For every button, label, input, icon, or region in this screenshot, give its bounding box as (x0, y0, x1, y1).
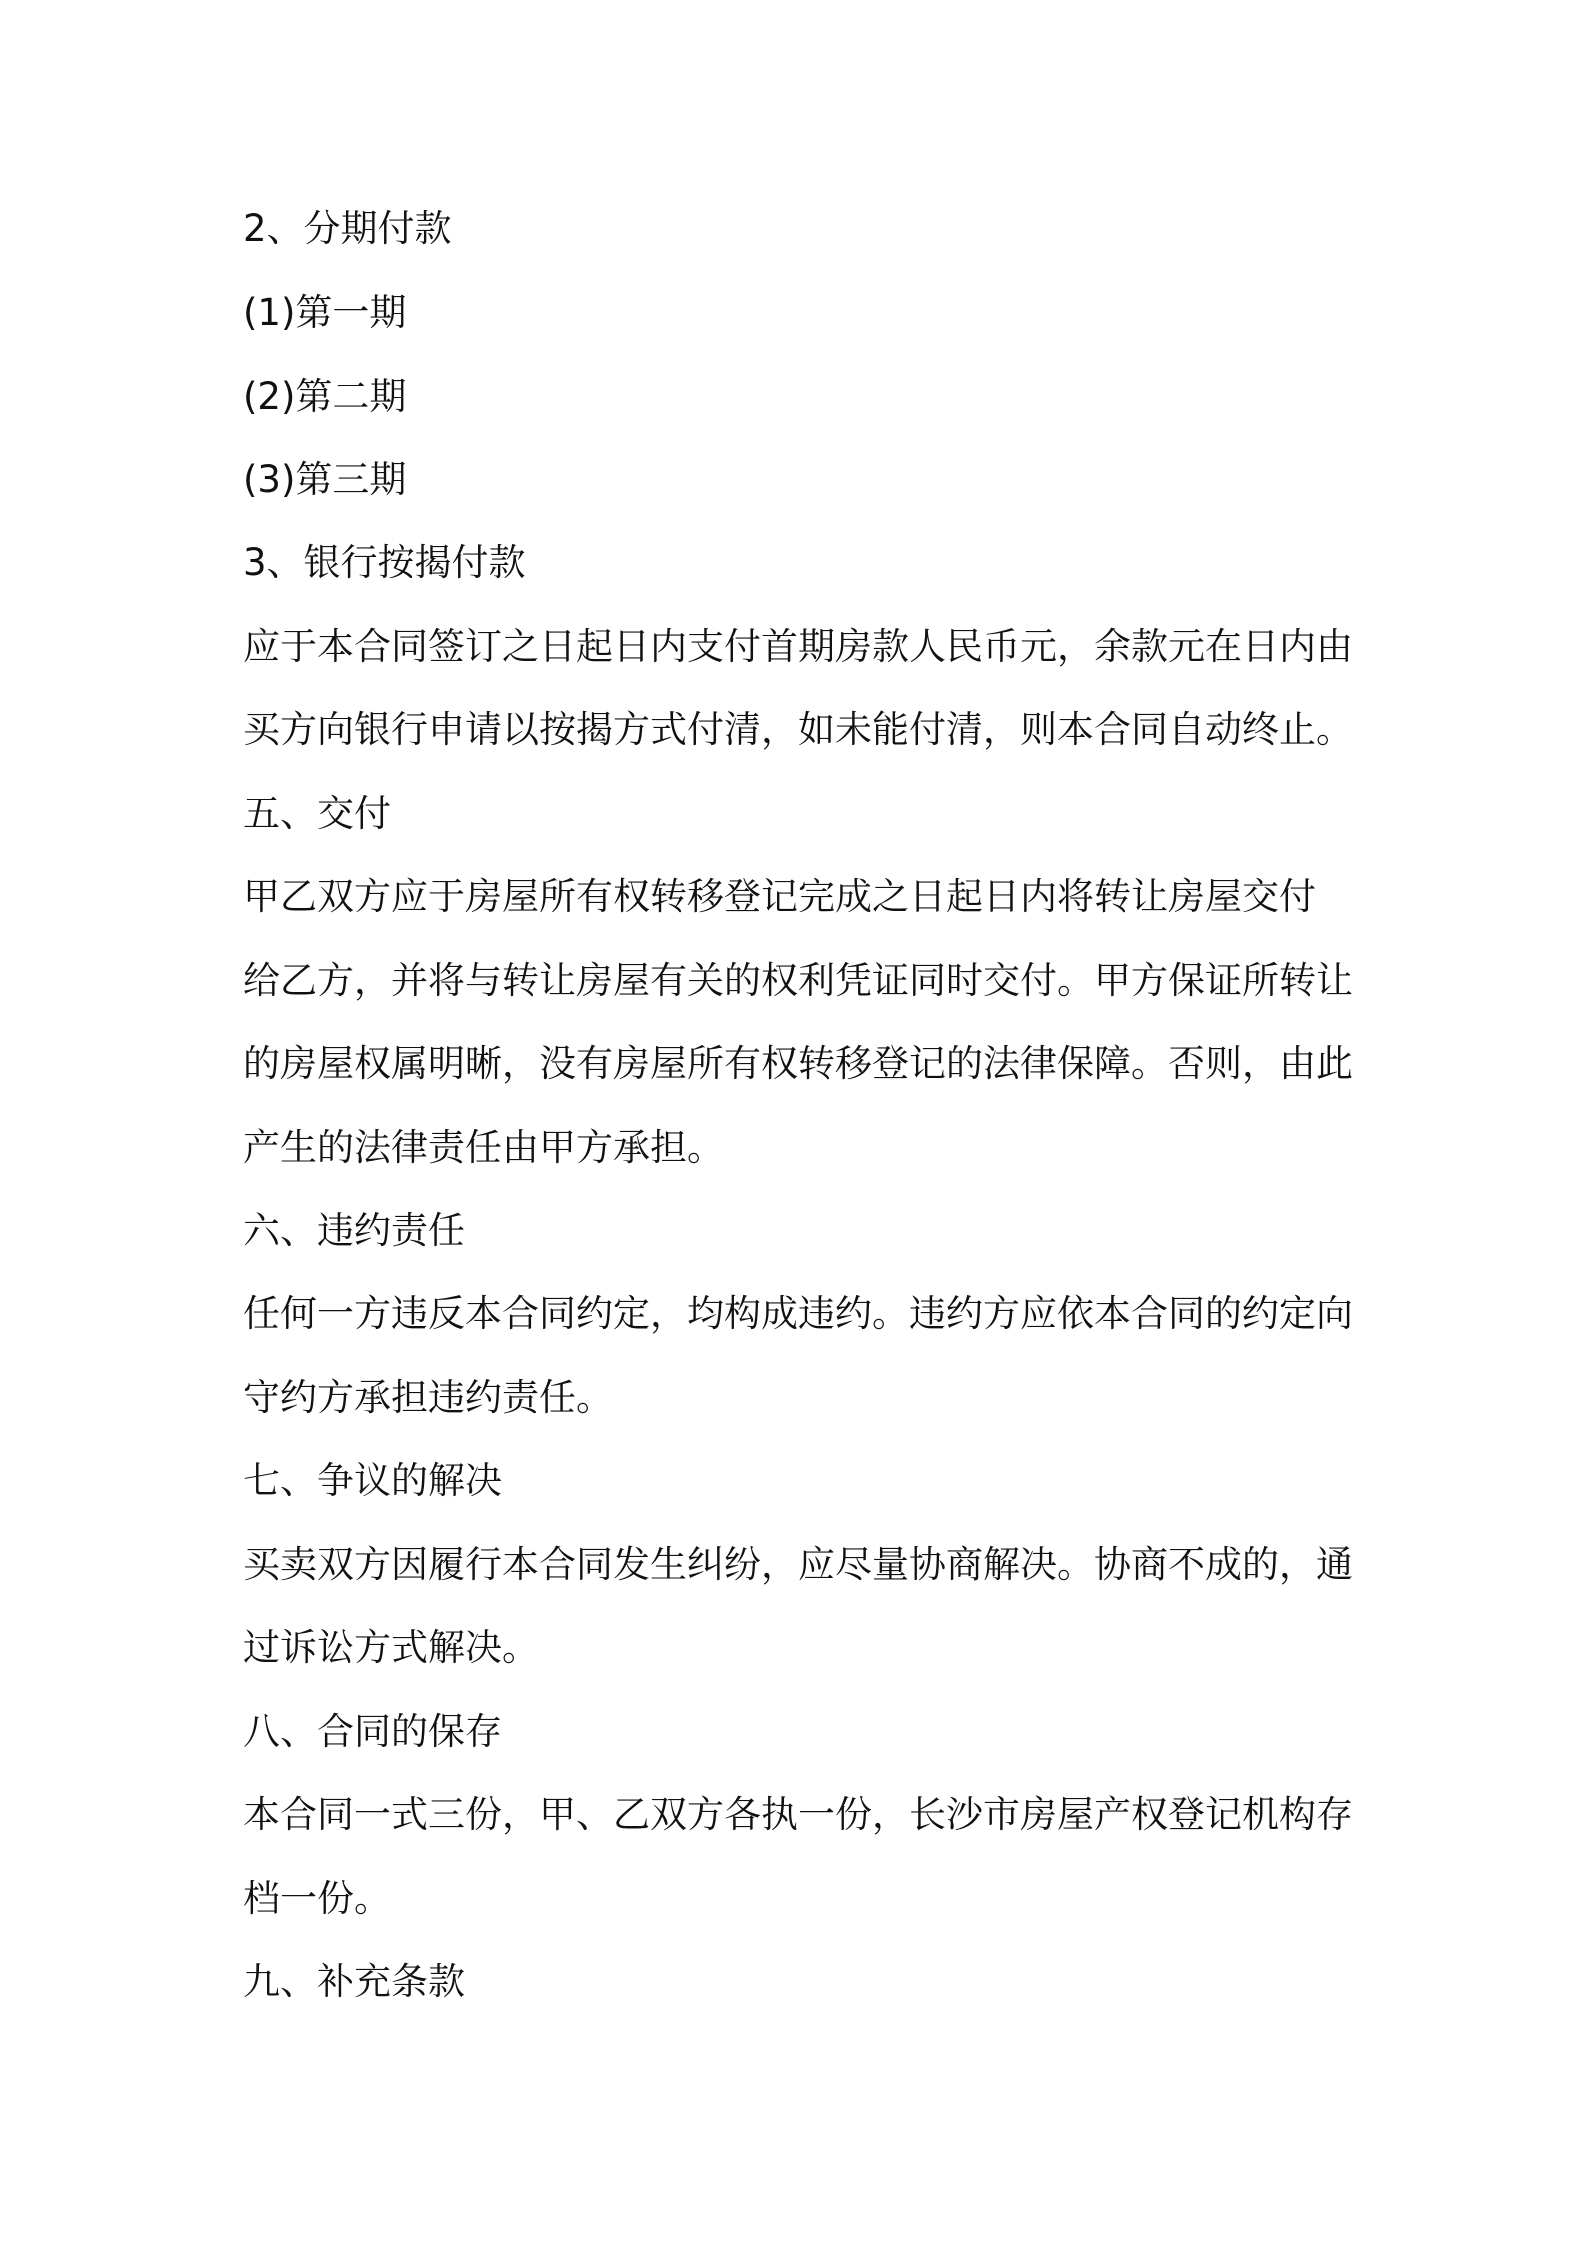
section-heading-storage: 八、合同的保存 (243, 1710, 502, 1753)
section-heading-mortgage: 3、银行按揭付款 (243, 541, 526, 584)
section-heading-installment: 2、分期付款 (243, 207, 452, 250)
paragraph-line: 档一份。 (243, 1877, 391, 1920)
installment-item-1: (1)第一期 (243, 291, 407, 334)
paragraph-line: 任何一方违反本合同约定，均构成违约。违约方应依本合同的约定向 (243, 1292, 1353, 1335)
installment-item-3: (3)第三期 (243, 458, 407, 501)
section-heading-breach: 六、违约责任 (243, 1209, 465, 1252)
paragraph-line: 的房屋权属明晰，没有房屋所有权转移登记的法律保障。否则，由此 (243, 1042, 1353, 1085)
installment-item-2: (2)第二期 (243, 375, 407, 418)
paragraph-line: 甲乙双方应于房屋所有权转移登记完成之日起日内将转让房屋交付 (243, 875, 1316, 918)
section-heading-supplementary: 九、补充条款 (243, 1960, 465, 2003)
paragraph-line: 买方向银行申请以按揭方式付清，如未能付清，则本合同自动终止。 (243, 708, 1353, 751)
paragraph-line: 本合同一式三份，甲、乙双方各执一份，长沙市房屋产权登记机构存 (243, 1793, 1353, 1836)
paragraph-line: 买卖双方因履行本合同发生纠纷，应尽量协商解决。协商不成的，通 (243, 1543, 1353, 1586)
paragraph-line: 应于本合同签订之日起日内支付首期房款人民币元，余款元在日内由 (243, 625, 1353, 668)
paragraph-line: 给乙方，并将与转让房屋有关的权利凭证同时交付。甲方保证所转让 (243, 959, 1353, 1002)
section-heading-dispute: 七、争议的解决 (243, 1459, 502, 1502)
paragraph-line: 产生的法律责任由甲方承担。 (243, 1126, 724, 1169)
paragraph-line: 守约方承担违约责任。 (243, 1376, 613, 1419)
section-heading-delivery: 五、交付 (243, 792, 391, 835)
paragraph-line: 过诉讼方式解决。 (243, 1626, 539, 1669)
